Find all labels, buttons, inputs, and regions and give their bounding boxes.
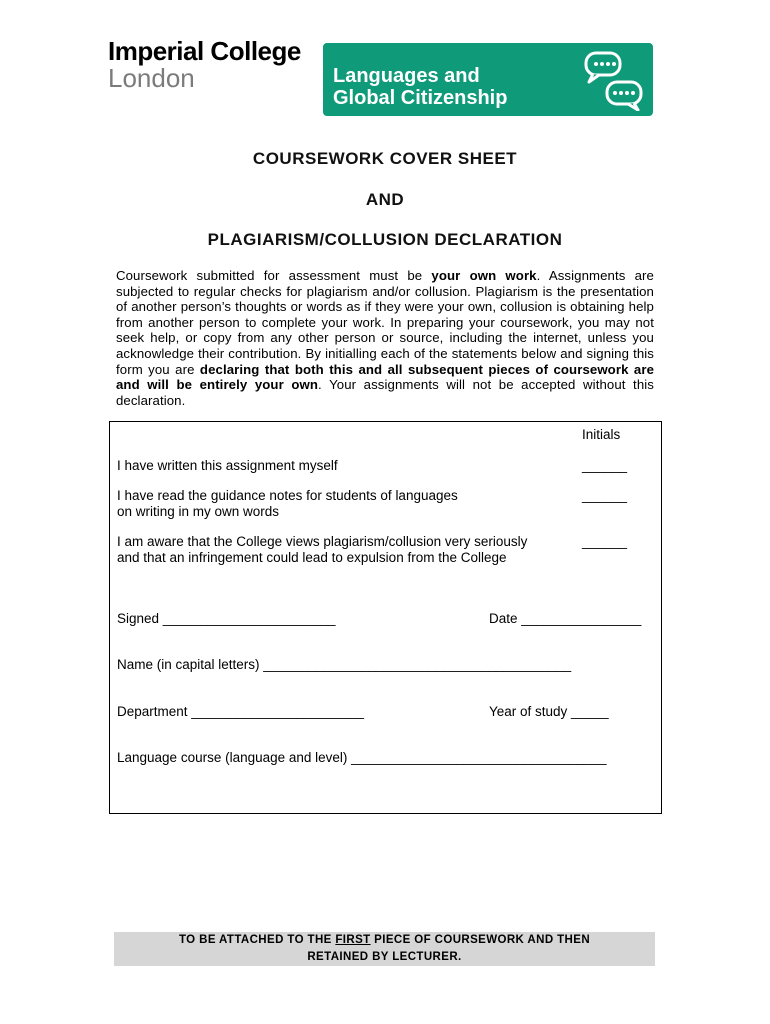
footer-line2: RETAINED BY LECTURER. [307,951,462,963]
title-line2: AND [365,190,405,209]
logo-line1: Imperial College [108,36,301,66]
intro-bold-1: your own work [431,268,537,283]
signed-field[interactable]: Signed _______________________ [117,611,336,626]
declaration-form [109,421,662,814]
badge-line1: Languages and [333,65,480,87]
intro-text-1: Coursework submitted for assessment must be [116,268,432,283]
statement-2-text-cont: on writing in my own words [117,504,280,519]
statement-3-text: I am aware that the College views plagiarism/collusion very seriously [117,534,528,549]
statement-1-text: I have written this assignment myself [117,458,338,473]
date-field[interactable]: Date ________________ [489,611,642,626]
department-badge [323,43,653,116]
intro-bold-2: declaring that both this and all subsequent pieces of coursework are and will be entirely your own [116,361,655,393]
badge-line2: Global Citizenship [333,87,508,109]
statement-3-initials[interactable]: ______ [582,534,628,549]
footer-text-c: PIECE OF COURSEWORK AND THEN [370,934,591,946]
statement-3-text-cont: and that an infringement could lead to expulsion from the College [117,550,507,565]
statement-2-initials[interactable]: ______ [582,488,628,503]
title-line3: PLAGIARISM/COLLUSION DECLARATION [207,230,563,249]
language-course-field[interactable]: Language course (language and level) __________________________________ [117,750,607,765]
intro-text-3: . Your assignments will not be accepted without this declaration. [116,377,654,408]
badge-text [333,65,507,109]
imperial-college-logo [108,38,301,91]
footer-text-first: FIRST [335,934,371,946]
initials-header: Initials [582,427,621,442]
footer-text-a: TO BE ATTACHED TO THE [178,934,336,946]
statement-1-initials[interactable]: ______ [582,458,628,473]
intro-paragraph [116,268,654,408]
department-field[interactable]: Department _______________________ [117,704,364,719]
logo-line2: London [108,63,195,93]
intro-text-2: . Assignments are subjected to regular checks for plagiarism and/or collusion. Plagiarism is the presentation of another person’s thoughts or words as if they were your own, collusion is obtaining help from another person to complete your work. In preparing your coursework, you may not seek help, or copy from any other person or source, including the internet, unless you acknowledge their contribution. By initialling each of the statements below and signing this form you are [116,268,654,377]
title-line1: COURSEWORK COVER SHEET [252,149,518,168]
speech-bubbles-icon [583,49,645,111]
footer-notice [114,932,655,966]
year-of-study-field[interactable]: Year of study _____ [489,704,609,719]
footer-line1 [114,932,655,949]
name-field[interactable]: Name (in capital letters) _________________________________________ [117,657,572,672]
statement-2-text: I have read the guidance notes for students of languages [117,488,458,503]
